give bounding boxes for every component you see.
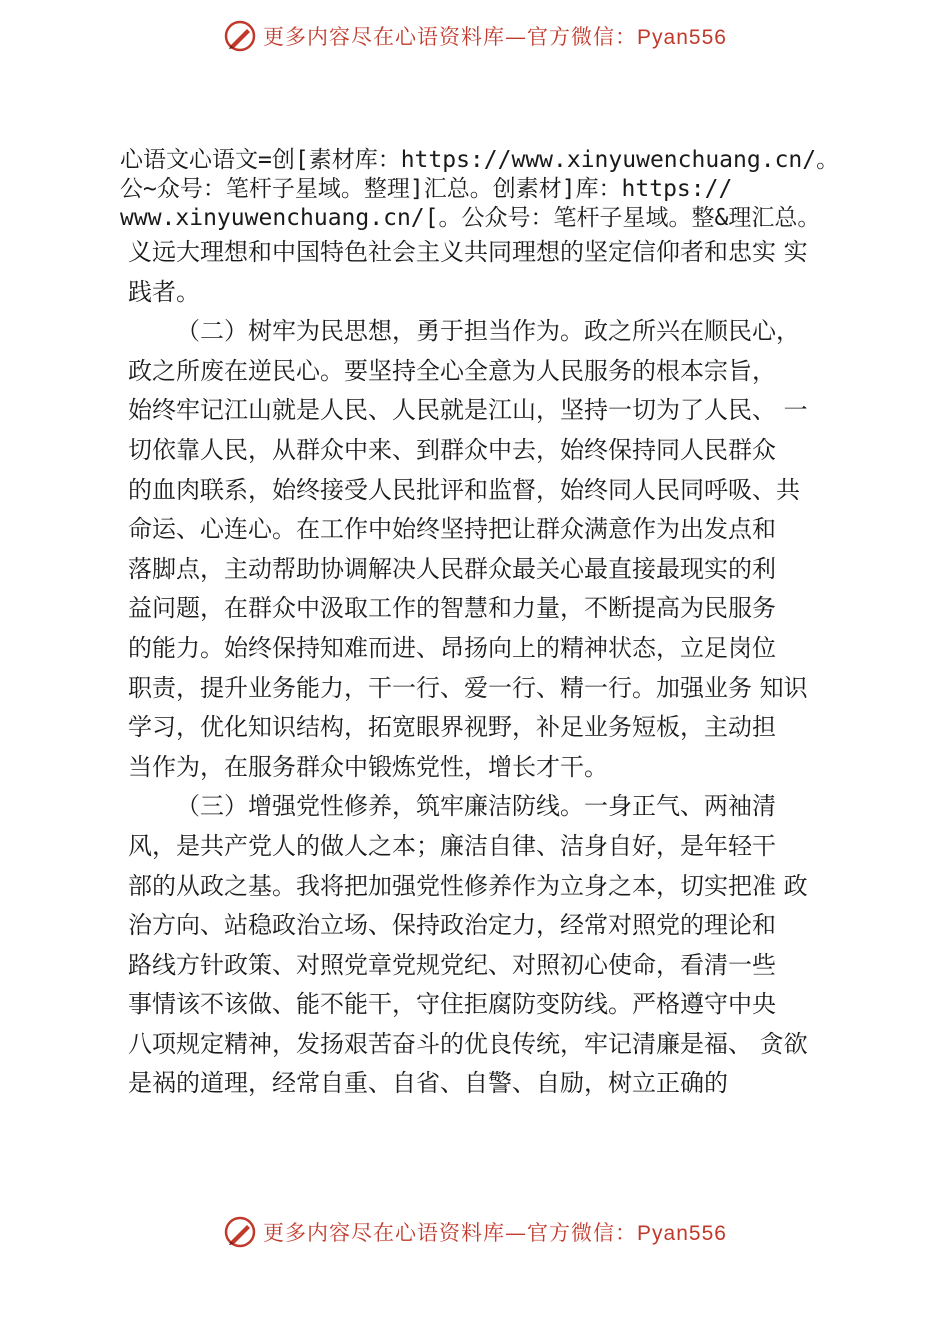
paragraph-line: 风，是共产党人的做人之本；廉洁自律、洁身自好，是年轻干 — [128, 831, 776, 860]
banner-contact: Pyan556 — [637, 1222, 727, 1245]
watermark-line: www.xinyuwenchuang.cn/[。公众号：笔杆子星域。整&理汇总。 — [120, 205, 821, 231]
banner-text: 更多内容尽在心语资料库—官方微信：Pyan556 — [263, 1221, 727, 1245]
banner-contact: Pyan556 — [637, 26, 727, 49]
pen-logo-icon — [223, 1215, 257, 1249]
watermark-line: 心语文心语文=创[素材库：https://www.xinyuwenchuang.cn/。 — [120, 147, 840, 173]
header-banner — [0, 14, 950, 58]
paragraph-line: 路线方针政策、对照党章党规党纪、对照初心使命，看清一些 — [128, 950, 776, 979]
paragraph-line: 八项规定精神，发扬艰苦奋斗的优良传统，牢记清廉是福、 贪欲 — [128, 1029, 808, 1058]
paragraph-line: 治方向、站稳政治立场、保持政治定力，经常对照党的理论和 — [128, 911, 776, 940]
paragraph-line: 政之所废在逆民心。要坚持全心全意为人民服务的根本宗旨， — [128, 356, 776, 385]
paragraph-line: 部的从政之基。我将把加强党性修养作为立身之本，切实把准 政 — [128, 871, 808, 900]
footer-banner — [0, 1210, 950, 1254]
paragraph-line: 学习，优化知识结构，拓宽眼界视野，补足业务短板，主动担 — [128, 713, 776, 742]
paragraph-line: 的血肉联系，始终接受人民批评和监督，始终同人民同呼吸、共 — [128, 475, 800, 504]
paragraph-line: 益问题，在群众中汲取工作的智慧和力量，不断提高为民服务 — [128, 594, 776, 623]
paragraph-line: 落脚点，主动帮助协调解决人民群众最关心最直接最现实的利 — [128, 554, 776, 583]
paragraph-line: 义远大理想和中国特色社会主义共同理想的坚定信仰者和忠实 实 — [128, 238, 808, 266]
pen-logo-icon — [223, 19, 257, 53]
paragraph-line: 切依靠人民，从群众中来、到群众中去，始终保持同人民群众 — [128, 435, 776, 464]
paragraph-line: 始终牢记江山就是人民、人民就是江山，坚持一切为了人民、 一 — [128, 396, 808, 425]
document-body — [120, 146, 840, 1104]
paragraph-line: 职责，提升业务能力，干一行、爱一行、精一行。加强业务 知识 — [128, 673, 808, 702]
paragraph-line: 事情该不该做、能不能干，守住拒腐防变防线。严格遵守中央 — [128, 990, 776, 1019]
watermark-line: 公~众号：笔杆子星域。整理]汇总。创素材]库：https:// — [120, 176, 733, 202]
paragraph-line: 是祸的道理，经常自重、自省、自警、自励，树立正确的 — [128, 1069, 728, 1098]
paragraph-line: 践者。 — [128, 277, 200, 306]
paragraph-line: 当作为，在服务群众中锻炼党性，增长才干。 — [128, 752, 608, 781]
banner-text: 更多内容尽在心语资料库—官方微信：Pyan556 — [263, 25, 727, 49]
section-heading-line: （二）树牢为民思想，勇于担当作为。政之所兴在顺民心， — [176, 317, 800, 346]
paragraph-line: 命运、心连心。在工作中始终坚持把让群众满意作为出发点和 — [128, 515, 776, 544]
paragraph-line: 的能力。始终保持知难而进、昂扬向上的精神状态，立足岗位 — [128, 633, 776, 662]
section-heading-line: （三）增强党性修养，筑牢廉洁防线。一身正气、两袖清 — [176, 792, 776, 821]
